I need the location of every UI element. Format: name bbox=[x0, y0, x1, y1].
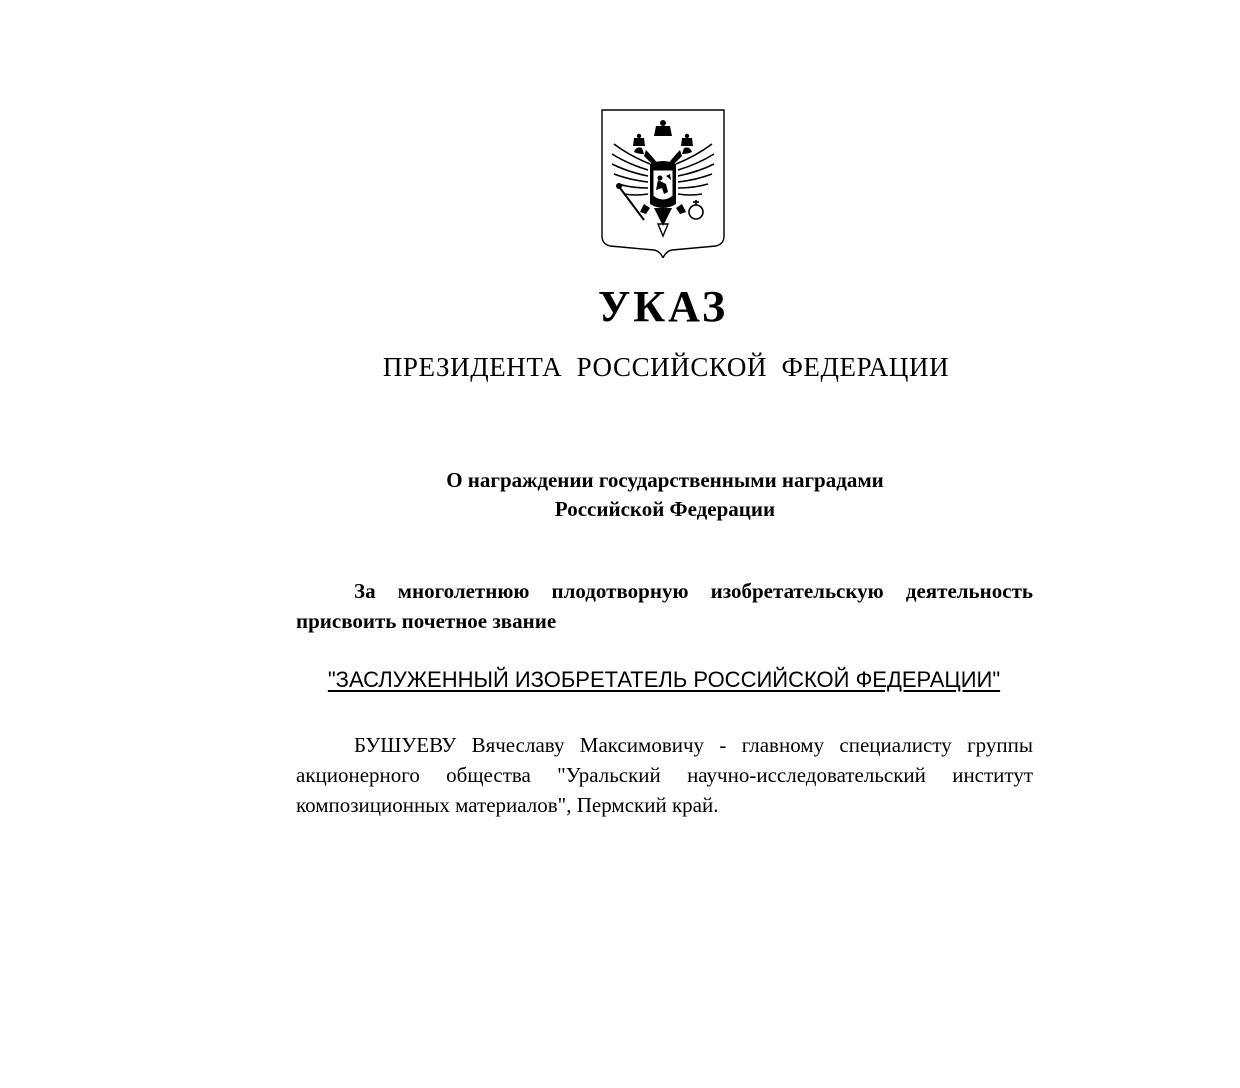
recipient-paragraph: БУШУЕВУ Вячеславу Максимовичу - главному специалисту группы акционерного общества "Уральский научно-исследовательский институт композиционных материалов", Пермский край. bbox=[296, 733, 1033, 817]
document-title: УКАЗ bbox=[597, 282, 729, 331]
award-title: "ЗАСЛУЖЕННЫЙ ИЗОБРЕТАТЕЛЬ РОССИЙСКОЙ ФЕДЕРАЦИИ" bbox=[327, 667, 1001, 692]
decree-heading bbox=[0, 466, 1240, 524]
award-title-line bbox=[0, 665, 1240, 695]
document-subtitle: ПРЕЗИДЕНТА РОССИЙСКОЙ ФЕДЕРАЦИИ bbox=[382, 352, 950, 382]
russian-coat-of-arms-icon bbox=[600, 108, 726, 258]
decree-intro-paragraph: За многолетнюю плодотворную изобретательскую деятельность присвоить почетное звание bbox=[296, 579, 1033, 633]
coat-of-arms-emblem bbox=[600, 108, 726, 258]
decree-heading-line-2: Российской Федерации bbox=[554, 497, 776, 521]
decree-heading-line-1: О награждении государственными наградами bbox=[446, 468, 884, 492]
